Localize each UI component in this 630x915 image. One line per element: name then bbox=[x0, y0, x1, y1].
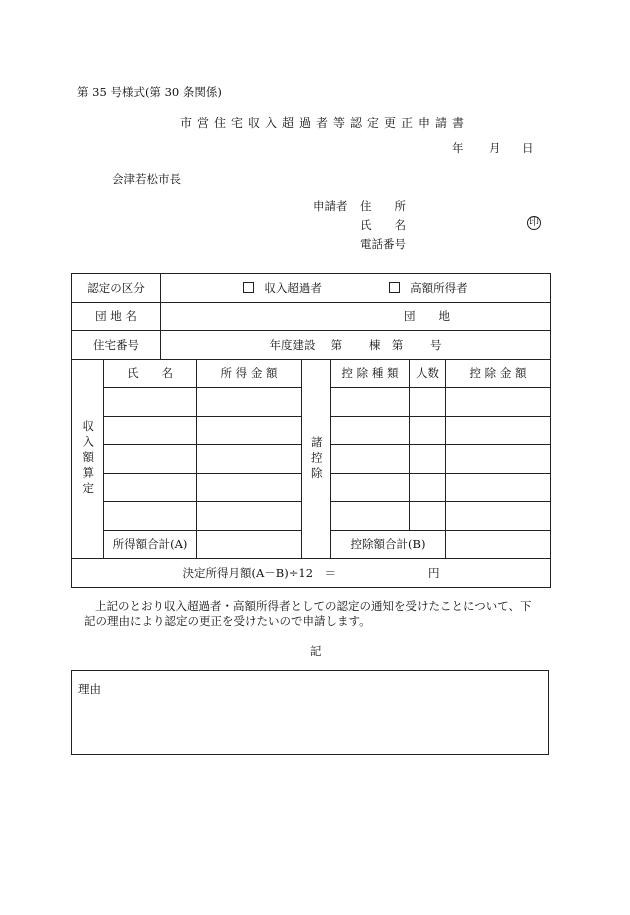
name-label: 氏 名 bbox=[360, 218, 406, 232]
income-section-label: 収入額算定 bbox=[72, 359, 104, 559]
col-people-header: 人数 bbox=[410, 359, 446, 388]
house-label: 住宅番号 bbox=[72, 331, 161, 360]
date-month-label: 月 bbox=[489, 141, 501, 155]
complex-row bbox=[72, 302, 551, 331]
checkbox-icon[interactable] bbox=[389, 282, 400, 293]
house-row bbox=[72, 331, 551, 360]
income-total-label: 所得額合計(A) bbox=[104, 530, 197, 559]
income-form-table bbox=[71, 273, 551, 588]
ki-heading: 記 bbox=[310, 644, 322, 658]
phone-label: 電話番号 bbox=[360, 237, 406, 251]
form-number: 第 35 号様式(第 30 条関係) bbox=[77, 85, 222, 99]
seal-mark: 印 bbox=[529, 217, 539, 228]
high-income-option[interactable]: 高額所得者 bbox=[389, 281, 468, 295]
statement-line-2: 記の理由により認定の更正を受けたいので申請します。 bbox=[84, 614, 371, 628]
col-ded-type-header: 控 除 種 類 bbox=[331, 359, 410, 388]
col-name-header: 氏 名 bbox=[104, 359, 197, 388]
col-ded-amount-header: 控 除 金 額 bbox=[446, 359, 551, 388]
monthly-income-row bbox=[72, 559, 551, 588]
category-options bbox=[161, 274, 551, 303]
date-year-label: 年 bbox=[452, 141, 464, 155]
reason-label: 理由 bbox=[78, 682, 101, 696]
category-row bbox=[72, 274, 551, 303]
statement-line-1: 上記のとおり収入超過者・高額所得者としての認定の通知を受けたことについて、下 bbox=[95, 599, 532, 613]
applicant-label: 申請者 bbox=[313, 199, 348, 213]
date-day-label: 日 bbox=[522, 141, 534, 155]
page-title: 市営住宅収入超過者等認定更正申請書 bbox=[180, 116, 470, 130]
complex-label: 団 地 名 bbox=[72, 302, 161, 331]
income-total-value[interactable] bbox=[197, 530, 302, 559]
monthly-income: 決定所得月額(A－B)÷12 ＝ 円 bbox=[72, 559, 551, 588]
addressee: 会津若松市長 bbox=[112, 172, 181, 186]
deduction-total-label: 控除額合計(B) bbox=[331, 530, 446, 559]
complex-value[interactable]: 団 地 bbox=[161, 302, 551, 331]
col-income-header: 所 得 金 額 bbox=[197, 359, 302, 388]
checkbox-icon[interactable] bbox=[243, 282, 254, 293]
category-label: 認定の区分 bbox=[72, 274, 161, 303]
deduction-total-value[interactable] bbox=[446, 530, 551, 559]
deduction-section-label: 諸控除 bbox=[302, 359, 331, 559]
table-header-row bbox=[72, 359, 551, 388]
address-label: 住 所 bbox=[360, 199, 406, 213]
income-excess-option[interactable]: 収入超過者 bbox=[243, 281, 322, 295]
house-value[interactable]: 年度建設 第 棟 第 号 bbox=[161, 331, 551, 360]
reason-box[interactable] bbox=[71, 670, 549, 755]
